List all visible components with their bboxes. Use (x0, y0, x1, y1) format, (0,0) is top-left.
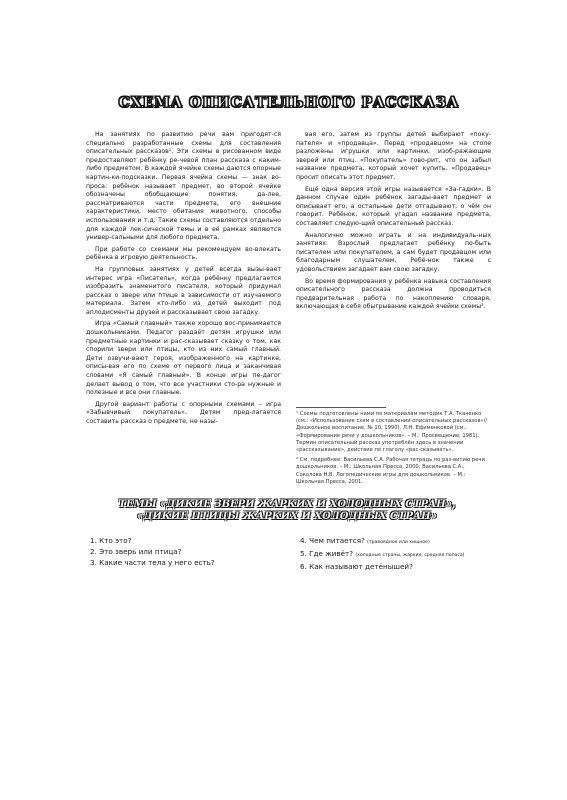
themes-heading (82, 499, 492, 523)
question-text: 2. Это зверь или птица? (90, 547, 182, 556)
paragraph: Аналогично можно играть и на индивидуаль-ных занятиях. Взрослый предлагает ребёнку по-быть писателем или покупателем, а сам будет продавцом или благодарным слушателем. Ребё-нок также с удовольствием загадает вам свою загадку. (296, 231, 491, 273)
footnote: ² См. подробнее: Васильева С.А. Рабочая тетрадь по раз-витию речи дошкольников. – М.: Школьная Пресса, 2000; Васильева С.А., Соколова Н.В. Логопедические игры для дошкольников. – М.: Школьная Пресса, 2001. (296, 457, 485, 485)
paragraph: Во время формирования у ребёнка навыка составления описательного рассказа должна проводиться предварительная работа по накоплению словаря, включающая в себя обыгрывание каждой ячейки схемы². (296, 277, 491, 311)
question-text: 6. Как называют детёнышей? (300, 562, 413, 571)
question-item (300, 535, 500, 548)
themes-heading-line2: «ДИКИЕ ПТИЦЫ ЖАРКИХ И ХОЛОДНЫХ СТРАН» (137, 511, 437, 522)
paragraph: На занятиях по развитию речи вам пригодят-ся специально разработанные схемы для составления описательных рассказов¹. Эти схемы в рисованном виде предоставляют ребёнку ре-чевой план рассказа с каким-либо предметом. В каждой ячейке схемы даются опорные картин-ки-подсказки. Первая ячейка схемы — знак во-проса: ребёнок называет предмет, во второй ячейке обозначены обобщающие понятия, да-лее, рассматриваются части предмета, его внешние характеристики, место обитания животного, способы использования и т.д. Такие схемы составляются отдельно для каждой лек-сической темы и в её рамках являются универ-сальными для любого предмета. (86, 131, 281, 242)
question-item (90, 546, 290, 557)
question-item (300, 561, 500, 572)
question-text: 4. Чем питается? (300, 536, 365, 545)
paragraph: Ещё одна версия этой игры называется «За-гадки». В данном случае один ребёнок загады-вает предмет и описывает его, а остальные дети отгадывают, о чём он говорит. Ребёнок, который угадал название предмета, составляет следую-щий описательный рассказ. (296, 185, 491, 227)
question-item (300, 548, 500, 561)
question-hint: (травоядное или хищное) (367, 540, 430, 545)
footnote-divider (296, 407, 386, 408)
question-text: 1. Кто это? (90, 536, 132, 545)
questions-left (90, 535, 290, 568)
paragraph: Игра «Самый главный» также хорошо вос-принимается дошкольниками. Педагог раздаёт детям игрушки или предметные картинки и рас-сказывает сказку о том, как спорили звери или птицы, кто из них самый главный. Дети озвучи-вают героя, изображенного на картинке, описы-вая его по схеме от первого лица и заканчивая словами «Я самый главный». В конце игры пе-дагог делает вывод о том, что все участники сто-ра нужные и полезные и все они главные. (86, 320, 281, 397)
question-text: 3. Какие части тела у него есть? (90, 558, 215, 567)
question-item (90, 557, 290, 568)
paragraph: Другой вариант работы с опорными схемами – игра «Забывчивый покупатель». Детям пред-лагается составить рассказ о предмете, не назы- (86, 400, 281, 425)
left-column (86, 131, 281, 430)
questions-right (300, 535, 500, 572)
paragraph: вая его, затем из группы детей выбирают «поку-пателя» и «продавца». Перед «продавцом» на столе разложены игрушки или картинки, изоб-ражающие зверей или птиц. «Покупатель» гово-рит, что он забыл название предмета, который хочет купить. «Продавец» просит описать этот предмет. (296, 131, 491, 181)
paragraph: На групповых занятиях у детей всегда вызы-вает интерес игра «Писатель», когда ребёнку предлагается изобразить знаменитого писателя, который придумал рассказ о звере или птице в зависимости от изучаемого материала. Затем кто-либо из детей выходит под аплодисменты друзей и рассказывает свою загадку. (86, 265, 281, 316)
page (82, 95, 492, 615)
page-title: СХЕМА ОПИСАТЕЛЬНОГО РАССКАЗА (118, 95, 460, 111)
footnote: ¹ Схемы подготовлены нами по материалам методик Т.А. Ткаченко (см.: «Использование схем в составлении описательных рассказов»//Дошкольное воспитание, № 10, 1990), Л.Н. Ефименковой (см.: «Формирование речи у дошкольников». – М.: Просвещение, 1981). Термин описательный рассказ употреблён здесь в значении «рассказывание», действие по глаголу «рас-сказывать». (296, 411, 488, 454)
question-item (90, 535, 290, 546)
paragraph: При работе со схемами мы рекомендуем во-влекать ребёнка в игровую деятельность. (86, 245, 281, 262)
question-text: 5. Где живёт? (300, 549, 354, 558)
themes-heading-line1: ТЕМЫ «ДИКИЕ ЗВЕРИ ЖАРКИХ И ХОЛОДНЫХ СТРАН», (118, 499, 456, 510)
right-column (296, 131, 491, 315)
question-hint: (холодные страны, жаркие, средняя полоса) (355, 553, 465, 558)
footnotes (296, 411, 491, 489)
